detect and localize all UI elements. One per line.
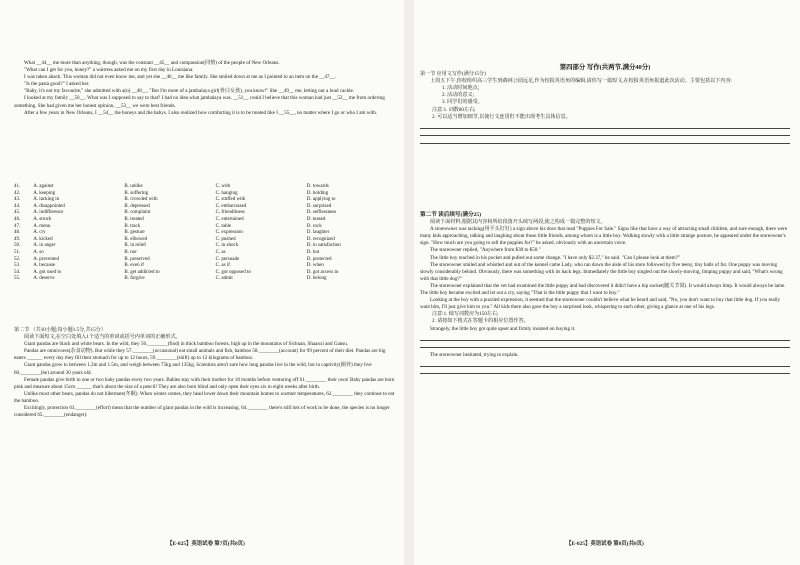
- option-choice: C. embarrassed: [215, 203, 247, 209]
- option-choice: D. but: [306, 249, 320, 255]
- paragraph: Giant pandas are black and white bears. In the wild, they 56.________(find) in thick bamboo forests, high up in the mountains of Sichuan, Shaanxi and Gansu.: [24, 341, 349, 348]
- option-choice: A. lacking in: [33, 197, 60, 203]
- question-number: 42.: [14, 190, 21, 196]
- sec1-title: 第一节 应用文写作(满分15分): [420, 71, 486, 78]
- option-choice: B. elbowed: [124, 236, 148, 242]
- option-row: [14, 197, 398, 204]
- paragraph: The storeowner smiled and whistled and out of the kennel came Lady, who ran down the aisle of his store followed by five teeny, tiny balls of fur. One puppy was moving slowly considerably behind. Obviously, there was something with its back legs. Immediately the little boy singled out the slowly-moving, limping puppy and said, "What's wrong with that little dog?": [420, 261, 783, 282]
- sec1-points: [420, 85, 790, 106]
- option-choice: D. rock: [306, 223, 322, 229]
- option-choice: C. with: [215, 184, 231, 189]
- page-footer-right: 【E-025】英语试卷 第8页(共8页): [566, 541, 644, 547]
- para2-start: The storeowner hesitated, trying to explain.: [430, 351, 519, 358]
- answer-line: [420, 347, 790, 348]
- option-choice: C. in shock: [215, 243, 239, 249]
- option-choice: D. got access to: [306, 269, 339, 275]
- writing-part: [420, 64, 790, 144]
- cloze-options: [14, 184, 398, 283]
- option-choice: D. protected: [306, 256, 332, 262]
- paragraph: "Is the pasta good?" I asked her.: [24, 81, 90, 88]
- sec1-notes: [420, 107, 790, 121]
- sec2-notes: [420, 311, 790, 325]
- option-choice: B. get addicted to: [124, 269, 160, 275]
- answer-line: [420, 128, 790, 129]
- paragraph: Excitingly, protection 63.________(effort) mean that the number of giant pandas in the wild is increasing. 64.________ there's still lots of work to be done, the species is no longer considered 65.________(endanger).: [14, 405, 390, 419]
- option-choice: D. towards: [306, 184, 329, 189]
- sec2-prompt: 阅读下面材料,根据其内容和所给段落开头续写两段,使之构成一篇完整的短文。: [430, 219, 606, 226]
- option-row: [14, 243, 398, 250]
- option-choice: B. in relief: [124, 243, 146, 249]
- option-row: [14, 210, 398, 217]
- option-row: [14, 276, 398, 283]
- option-choice: B. unlike: [124, 184, 143, 189]
- paragraph: 2. 可以适当增加细节,以使行文连贯但不能出现考生具体信息。: [432, 113, 571, 120]
- para1-start: Strangely, the little boy got quite upset and firmly insisted on buying it.: [430, 325, 576, 332]
- part4-title: 第四部分 写作(共两节,满分40分): [559, 64, 651, 71]
- option-choice: B. depressed: [124, 203, 150, 209]
- option-row: [14, 237, 398, 244]
- paragraph: Unlike most other bears, pandas do not hibernate(冬眠). When winter comes, they head lower down their mountain homes to warmer temperatures, 62.________ they continue to eat the bamboo.: [14, 390, 395, 404]
- question-number: 43.: [14, 197, 21, 203]
- paragraph: Giant pandas grow to between 1.2m and 1.5m, and weigh between 75kg and 135kg. Scientists aren't sure how long pandas live in the wild, but in captivity(圈养) they live 60.________(be) around 30 years old.: [14, 362, 372, 376]
- continuation-writing: [420, 212, 790, 374]
- option-choice: D. selflessness: [306, 210, 337, 216]
- option-choice: A. so: [33, 249, 44, 255]
- paragraph: The little boy reached in his pocket and pulled out some change. "I have only $2.37," he said. "Can I please look at them?": [430, 254, 681, 261]
- option-choice: C. as: [215, 249, 226, 255]
- page-footer-left: 【E-025】英语试卷 第7页(共8页): [167, 541, 245, 547]
- story-text: [420, 226, 790, 311]
- option-choice: B. treated: [124, 216, 144, 222]
- option-choice: A. prevented: [33, 256, 60, 262]
- option-choice: A. in anger: [33, 243, 56, 249]
- answer-line: [420, 143, 790, 144]
- option-choice: B. suffering: [124, 190, 149, 196]
- option-choice: B. forgive: [124, 276, 145, 282]
- paragraph: A storeowner was tacking(用平头钉钉) a sign above his door that read "Puppies For Sale." Signs like that have a way of attracting small children, and sure enough, there were many kids approaching, talking and laughing about those little friends, among whom is a little boy. Walking slowly with a little strange posture, he appeared under the storeowner's sign. "How much are you going to sell the puppies for?" he asked, obviously with an uncertain voice.: [420, 226, 788, 247]
- paragraph: Pandas are omnivores(杂食动物). But while they 57.________(occasional) eat small animals and fish, bamboo 58.________(account) for 99 percent of their diet. Pandas are big eaters ______ every day they fill their stomach for up to 12 hours, 59.________(shift) up to 12 kilograms of bamboo.: [14, 348, 386, 362]
- option-choice: A. disappointed: [33, 203, 65, 209]
- paragraph: 2. 请按如下格式在答题卡的相应位置作答。: [432, 318, 529, 325]
- option-choice: C. persuade: [215, 256, 240, 262]
- question-number: 50.: [14, 243, 21, 249]
- paragraph: 3. 同学们的感受。: [442, 99, 483, 106]
- option-choice: C. got opposed to: [215, 269, 251, 275]
- question-number: 48.: [14, 230, 21, 236]
- option-choice: A. kicked: [33, 236, 53, 242]
- question-number: 46.: [14, 216, 21, 222]
- option-choice: D. belong: [306, 276, 327, 282]
- options-table: [14, 184, 398, 283]
- question-number: 55.: [14, 276, 21, 282]
- option-row: [14, 270, 398, 277]
- option-choice: A. keeping: [33, 190, 56, 196]
- option-row: [14, 224, 398, 231]
- paragraph: What __44__ me more than anything, though, was the constant __45__ and compassion(同情) of the people of New Orleans.: [24, 60, 280, 66]
- option-choice: B. crowded with: [124, 197, 158, 203]
- option-row: [14, 217, 398, 224]
- option-choice: C. as if: [215, 263, 230, 269]
- paragraph: Female pandas give birth to one or two baby pandas every two years. Babies stay with their mother for 18 months before venturing off 61.________ their own! Baby pandas are born pink and measure about 15cm ______ that's about the size of a pencil! They are also born blind and only open their eyes six to eight weeks after birth.: [14, 376, 395, 390]
- option-choice: C. stuffed with: [215, 197, 246, 203]
- option-choice: D. when: [306, 263, 324, 269]
- question-number: 54.: [14, 269, 21, 275]
- option-choice: B. nor: [124, 249, 137, 255]
- option-choice: D. holding: [306, 190, 329, 196]
- option-choice: D. surprised: [306, 203, 332, 209]
- grammar-fill-section: [14, 327, 398, 419]
- option-choice: A. against: [33, 184, 54, 189]
- option-choice: C. friendliness: [215, 210, 245, 216]
- question-number: 53.: [14, 263, 21, 269]
- option-choice: A. deserve: [33, 276, 55, 282]
- question-number: 51.: [14, 249, 21, 255]
- option-choice: B. track: [124, 223, 141, 229]
- paragraph: The storeowner replied, "Anywhere from $30 to $50.": [430, 247, 541, 254]
- fill-passage: [14, 341, 398, 419]
- question-number: 52.: [14, 256, 21, 262]
- option-choice: D. teased: [306, 216, 326, 222]
- exam-page-8: [420, 0, 790, 565]
- option-row: [14, 257, 398, 264]
- option-choice: C. pushed: [215, 236, 236, 242]
- option-choice: A. indifference: [33, 210, 64, 216]
- sec1-prompt: 上周五下午,你校组织高三学生到森林公园远足,作为校报英语角的编辑,请你写一篇短文,在校报英语角报道此次活动。主要包括以下内容:: [430, 78, 732, 85]
- paragraph: The storeowner explained that the vet had examined the little puppy and had discovered it didn't have a hip socket(髋关节窝). It would always limp. It would always be lame. The little boy became excited and let out a cry, saying "That is the little puppy that I want to buy.": [420, 282, 786, 297]
- paragraph: "Baby, it's not my favourite," she admitted with a(n) __48__. "But I'm more of a jambalaya girl(骨白女孩), you know!" She __49__ me, letting out a loud cackle.: [24, 88, 355, 95]
- option-choice: C. expression: [215, 230, 243, 236]
- answer-line: [420, 373, 790, 374]
- question-number: 44.: [14, 203, 21, 209]
- answer-line: [420, 340, 790, 341]
- paragraph: 注意:1. 续写词数应为150左右;: [432, 311, 499, 318]
- option-choice: A. menu: [33, 223, 51, 229]
- option-choice: C. hanging: [215, 190, 238, 196]
- option-choice: C. entertained: [215, 216, 244, 222]
- paragraph: After a few years in New Orleans, I __54__ the honeys and the babys. I also realized how comforting it is to be treated like I __55__, no matter where I go or who I am with.: [24, 109, 378, 116]
- paragraph: 注意:1. 词数80左右;: [432, 106, 476, 113]
- option-choice: D. applying to: [306, 197, 336, 203]
- option-row: [14, 204, 398, 211]
- answer-line: [420, 366, 790, 367]
- option-row: [14, 230, 398, 237]
- option-row: [14, 184, 398, 191]
- paragraph: I looked at my family __50__. What was I supposed to say to that? I had no idea what jambalaya was. __51__ could I believe that this woman had just __52__ me from ordering something. She had given me her honest opinion, __53__ we were best friends.: [14, 95, 385, 109]
- option-row: [14, 191, 398, 198]
- exam-page-7: [14, 0, 398, 565]
- option-choice: D. laughter: [306, 230, 330, 236]
- option-choice: B. even if: [124, 263, 144, 269]
- option-choice: C. table: [215, 223, 232, 229]
- option-choice: C. admit: [215, 276, 233, 282]
- section2-title: 第二节 （共10小题;每小题1.5分,共15分）: [14, 327, 106, 333]
- option-choice: B. gesture: [124, 230, 145, 236]
- paragraph: "What can I get for you, honey?" a waitress asked me on my first day in Louisiana.: [24, 67, 194, 74]
- sec2-title: 第二节 读后续写(满分25): [420, 212, 482, 218]
- question-number: 49.: [14, 236, 21, 242]
- cloze-passage: [14, 60, 398, 117]
- option-choice: A. got used to: [33, 269, 62, 275]
- option-choice: A. struck: [33, 216, 52, 222]
- option-choice: B. preserved: [124, 256, 150, 262]
- question-number: 45.: [14, 210, 21, 216]
- option-choice: A. because: [33, 263, 56, 269]
- option-choice: D. recognized: [306, 236, 335, 242]
- answer-line: [420, 135, 790, 136]
- paragraph: 1. 活动时间地点;: [442, 85, 480, 92]
- page-gutter: [404, 0, 414, 565]
- option-choice: B. complaint: [124, 210, 151, 216]
- question-number: 41.: [14, 184, 21, 189]
- option-choice: D. in satisfaction: [306, 243, 341, 249]
- question-number: 47.: [14, 223, 21, 229]
- option-row: [14, 263, 398, 270]
- paragraph: 2. 活动的意义;: [442, 92, 474, 99]
- section2-instructions: 阅读下面短文,在空白处填入1个适当的单词或括号内单词的正确形式。: [24, 334, 181, 341]
- option-choice: A. cry: [33, 230, 46, 236]
- option-row: [14, 250, 398, 257]
- paragraph: I was taken aback. This woman did not even know me, and yet she __46__ me like family. She smiled down at me as I pointed to an item on the __47__.: [24, 74, 336, 81]
- paragraph: Looking at the boy with a puzzled expression, it seemed that the storeowner couldn't believe what he heard and said, "No, you don't want to buy that little dog. If you really want him, I'll just give him to you." All kids there also gave the boy a surprised look, whispering to each other, giving a glance at one of his legs.: [420, 297, 781, 311]
